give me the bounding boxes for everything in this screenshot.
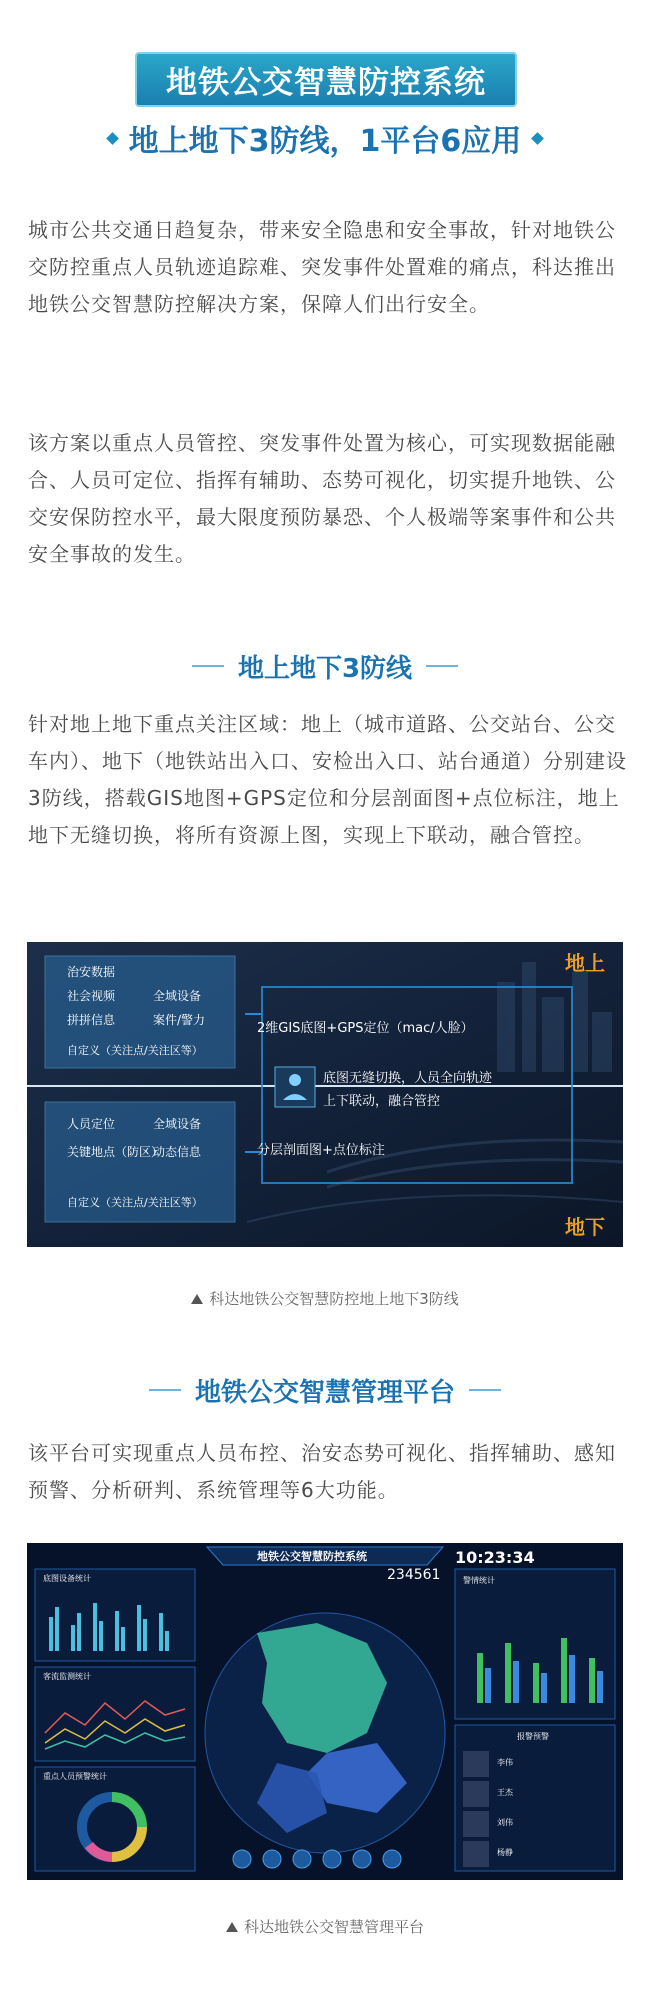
- figure2-panel-label: 底图设备统计: [43, 1574, 91, 1583]
- defense-lines-figure: [27, 942, 623, 1247]
- diamond-icon: [106, 132, 119, 145]
- figure1-label-upper: 2维GIS底图+GPS定位（mac/人脸）: [257, 1021, 474, 1036]
- heading-line-left: [192, 665, 224, 667]
- figure2-title: 地铁公交智慧防控系统: [257, 1550, 367, 1563]
- triangle-icon: [226, 1922, 238, 1932]
- figure2-caption-text: 科达地铁公交智慧管理平台: [243, 1918, 424, 1936]
- figure2-panel-label: 客流监测统计: [43, 1672, 91, 1681]
- figure1-label-center-2: 上下联动，融合管控: [323, 1094, 441, 1109]
- figure1-label-center-1: 底图无缝切换，人员全向轨迹: [323, 1071, 493, 1086]
- page-subtitle: 地上地下3防线，1平台6应用: [128, 124, 522, 159]
- heading-line-right: [469, 1389, 501, 1391]
- section-heading-defense: [0, 646, 650, 686]
- figure2-alert-name: 刘伟: [497, 1818, 513, 1827]
- figure1-label-below: 地下: [565, 1215, 605, 1239]
- intro-paragraph-1: 城市公共交通日趋复杂，带来安全隐患和安全事故，针对地铁公交防控重点人员轨迹追踪难、突发事件处置难的痛点，科达推出地铁公交智慧防控解决方案，保障人们出行安全。: [28, 218, 616, 316]
- figure1-caption: [0, 1288, 650, 1309]
- figure2-counter: 234561: [387, 1567, 441, 1583]
- figure1-lower-item: 动态信息: [153, 1145, 202, 1159]
- figure1-upper-item: 社会视频: [67, 989, 116, 1003]
- figure1-upper-item: 治安数据: [67, 965, 116, 979]
- figure1-lower-item: 人员定位: [67, 1117, 116, 1131]
- figure1-upper-item: 案件/警力: [153, 1013, 206, 1027]
- figure1-caption-text: 科达地铁公交智慧防控地上地下3防线: [209, 1290, 459, 1308]
- figure1-label-above: 地上: [565, 951, 605, 975]
- subtitle-row: [0, 118, 650, 158]
- figure2-alert-name: 杨静: [497, 1848, 513, 1857]
- section1-body: 针对地上地下重点关注区域：地上（城市道路、公交站台、公交车内）、地下（地铁站出入口、安检出入口、站台通道）分别建设3防线，搭载GIS地图+GPS定位和分层剖面图+点位标注，地上地下无缝切换，将所有资源上图，实现上下联动，融合管控。: [28, 712, 627, 847]
- figure1-label-lower: 分层剖面图+点位标注: [257, 1143, 385, 1158]
- section-heading-text: 地上地下3防线: [237, 653, 413, 684]
- section-heading-text: 地铁公交智慧管理平台: [194, 1377, 455, 1408]
- section2-body: 该平台可实现重点人员布控、治安态势可视化、指挥辅助、感知预警、分析研判、系统管理等6大功能。: [28, 1441, 616, 1502]
- diamond-icon: [531, 132, 544, 145]
- platform-dashboard-figure: [27, 1543, 623, 1880]
- platform-dashboard-illustration: [27, 1543, 623, 1880]
- figure1-upper-item: 全域设备: [153, 989, 202, 1003]
- figure2-caption: [0, 1916, 650, 1937]
- figure2-time: 10:23:34: [455, 1548, 535, 1567]
- figure1-lower-item: 自定义（关注点/关注区等）: [67, 1196, 203, 1209]
- figure1-lower-item: 全域设备: [153, 1117, 202, 1131]
- heading-line-right: [426, 665, 458, 667]
- page-title: 地铁公交智慧防控系统: [135, 52, 517, 107]
- figure2-alert-name: 王杰: [497, 1788, 513, 1797]
- triangle-icon: [191, 1294, 203, 1304]
- section-heading-platform: [0, 1370, 650, 1410]
- figure2-panel-label: 警情统计: [463, 1576, 495, 1585]
- figure2-panel-label: 报警预警: [517, 1732, 549, 1741]
- figure2-alert-name: 李伟: [497, 1758, 513, 1767]
- defense-lines-illustration: [27, 942, 623, 1247]
- intro-paragraph-2: 该方案以重点人员管控、突发事件处置为核心，可实现数据能融合、人员可定位、指挥有辅助、态势可视化，切实提升地铁、公交安保防控水平，最大限度预防暴恐、个人极端等案事件和公共安全事故的发生。: [28, 431, 616, 566]
- figure1-upper-item: 自定义（关注点/关注区等）: [67, 1044, 203, 1057]
- heading-line-left: [149, 1389, 181, 1391]
- figure1-lower-item: 关键地点（防区）: [67, 1145, 164, 1159]
- figure1-upper-item: 拼拼信息: [67, 1013, 116, 1027]
- figure2-panel-label: 重点人员预警统计: [43, 1772, 107, 1781]
